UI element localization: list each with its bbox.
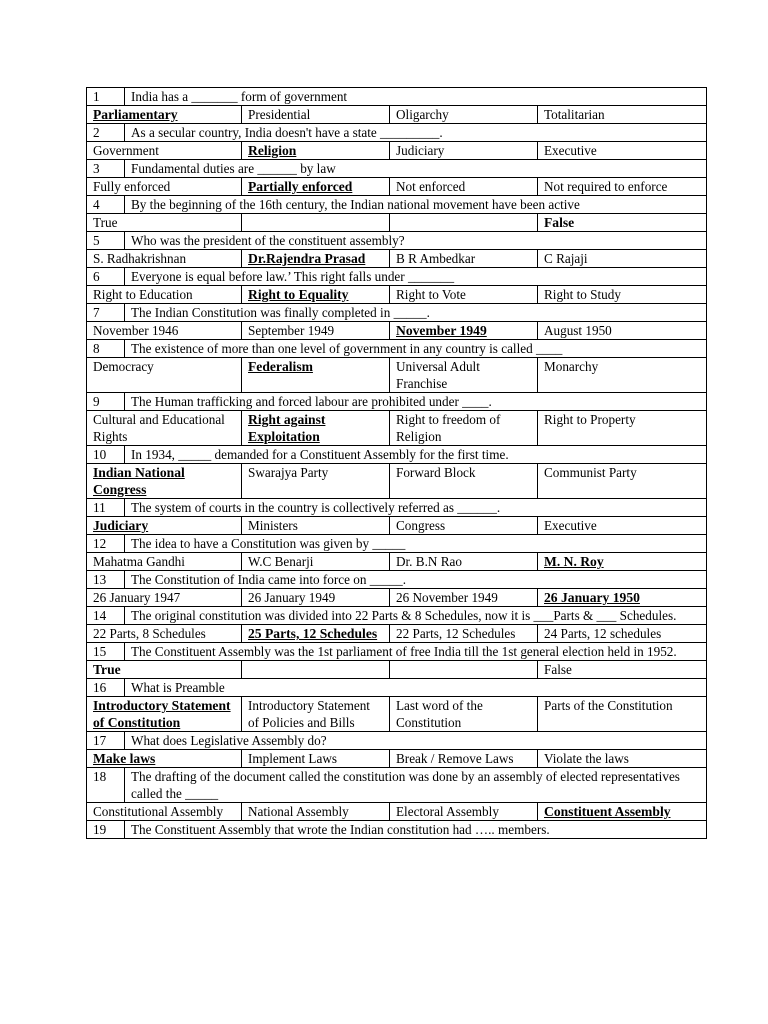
question-row: [87, 160, 707, 178]
correct-answer: November 1949: [396, 323, 487, 338]
option-cell: [242, 803, 390, 821]
option-cell: [538, 464, 707, 499]
option-cell: [390, 214, 538, 232]
option-cell: [87, 803, 242, 821]
question-row: [87, 643, 707, 661]
question-row: [87, 88, 707, 106]
option-cell: [242, 589, 390, 607]
option-cell: [390, 286, 538, 304]
correct-answer: Dr.Rajendra Prasad: [248, 251, 366, 266]
option-cell: [242, 411, 390, 446]
question-text: The Constitution of India came into force on _____.: [125, 571, 707, 589]
option-cell: [87, 553, 242, 571]
option-text: Break / Remove Laws: [396, 751, 514, 766]
option-text: Parts of the Constitution: [544, 698, 673, 713]
option-text: Judiciary: [396, 143, 445, 158]
question-text: In 1934, _____ demanded for a Constituent Assembly for the first time.: [125, 446, 707, 464]
option-cell: [538, 697, 707, 732]
option-cell: [538, 322, 707, 340]
question-row: [87, 446, 707, 464]
question-row: [87, 268, 707, 286]
options-row: [87, 214, 707, 232]
option-text: Dr. B.N Rao: [396, 554, 462, 569]
option-text: Presidential: [248, 107, 311, 122]
option-text: Oligarchy: [396, 107, 449, 122]
option-cell: [390, 322, 538, 340]
option-cell: [242, 250, 390, 268]
option-cell: [87, 214, 242, 232]
question-text: The drafting of the document called the constitution was done by an assembly of elected representatives called the _____: [125, 768, 707, 803]
option-cell: [390, 250, 538, 268]
question-text: The system of courts in the country is collectively referred as ______.: [125, 499, 707, 517]
option-cell: [538, 178, 707, 196]
option-text: 26 January 1947: [93, 590, 181, 605]
option-cell: [87, 286, 242, 304]
option-text: 22 Parts, 8 Schedules: [93, 626, 206, 641]
option-cell: [242, 661, 390, 679]
option-cell: [242, 106, 390, 124]
options-row: [87, 286, 707, 304]
question-row: [87, 196, 707, 214]
option-text: Ministers: [248, 518, 298, 533]
question-number: 5: [87, 232, 125, 250]
option-text: Right to freedom of Religion: [396, 412, 501, 444]
correct-answer: Federalism: [248, 359, 313, 374]
option-cell: [87, 411, 242, 446]
question-number: 17: [87, 732, 125, 750]
option-text: September 1949: [248, 323, 335, 338]
option-cell: [87, 250, 242, 268]
question-text: Everyone is equal before law.’ This right falls under _______: [125, 268, 707, 286]
question-number: 3: [87, 160, 125, 178]
correct-answer: 26 January 1950: [544, 590, 640, 605]
question-text: By the beginning of the 16th century, the Indian national movement have been active: [125, 196, 707, 214]
option-cell: [87, 750, 242, 768]
question-row: [87, 304, 707, 322]
question-row: [87, 571, 707, 589]
option-cell: [390, 411, 538, 446]
question-number: 12: [87, 535, 125, 553]
question-text: What does Legislative Assembly do?: [125, 732, 707, 750]
options-row: [87, 661, 707, 679]
question-row: [87, 535, 707, 553]
correct-answer: Right against Exploitation: [248, 412, 326, 444]
question-text: Who was the president of the constituent assembly?: [125, 232, 707, 250]
option-text: National Assembly: [248, 804, 349, 819]
option-cell: [242, 697, 390, 732]
option-cell: [87, 358, 242, 393]
question-text: India has a _______ form of government: [125, 88, 707, 106]
option-cell: [242, 625, 390, 643]
quiz-table: [86, 87, 707, 839]
option-text: Swarajya Party: [248, 465, 329, 480]
question-row: [87, 232, 707, 250]
option-text: Mahatma Gandhi: [93, 554, 185, 569]
option-cell: [242, 553, 390, 571]
correct-answer: Indian National Congress: [93, 465, 185, 497]
option-cell: [390, 358, 538, 393]
option-cell: [390, 553, 538, 571]
question-row: [87, 679, 707, 697]
option-cell: [242, 464, 390, 499]
option-text: Forward Block: [396, 465, 476, 480]
options-row: [87, 464, 707, 499]
option-cell: [87, 178, 242, 196]
option-cell: [390, 803, 538, 821]
option-cell: [87, 661, 242, 679]
option-text: False: [544, 662, 572, 677]
correct-answer: Right to Equality: [248, 287, 349, 302]
option-cell: [242, 214, 390, 232]
question-text: The Constituent Assembly that wrote the Indian constitution had ….. members.: [125, 821, 707, 839]
option-text: 26 November 1949: [396, 590, 498, 605]
option-text: S. Radhakrishnan: [93, 251, 187, 266]
correct-answer: Parliamentary: [93, 107, 178, 122]
question-row: [87, 124, 707, 142]
option-text: Monarchy: [544, 359, 599, 374]
question-number: 8: [87, 340, 125, 358]
option-text: 22 Parts, 12 Schedules: [396, 626, 516, 641]
option-text: Not required to enforce: [544, 179, 668, 194]
option-cell: [538, 286, 707, 304]
question-number: 13: [87, 571, 125, 589]
option-text: Right to Education: [93, 287, 193, 302]
option-cell: [87, 589, 242, 607]
question-number: 9: [87, 393, 125, 411]
option-text: Right to Study: [544, 287, 621, 302]
options-row: [87, 697, 707, 732]
option-cell: [87, 625, 242, 643]
option-cell: [390, 517, 538, 535]
option-cell: [87, 464, 242, 499]
option-text: Universal Adult Franchise: [396, 359, 480, 391]
question-text: The Constituent Assembly was the 1st parliament of free India till the 1st general election held in 1952.: [125, 643, 707, 661]
option-text: Fully enforced: [93, 179, 171, 194]
option-text: Constitutional Assembly: [93, 804, 224, 819]
option-text: Not enforced: [396, 179, 466, 194]
question-number: 18: [87, 768, 125, 803]
option-cell: [538, 625, 707, 643]
options-row: [87, 250, 707, 268]
option-text: W.C Benarji: [248, 554, 314, 569]
option-cell: [390, 697, 538, 732]
question-row: [87, 732, 707, 750]
option-text: Last word of the Constitution: [396, 698, 483, 730]
options-row: [87, 322, 707, 340]
option-text: Right to Property: [544, 412, 636, 427]
question-text: The idea to have a Constitution was given by _____: [125, 535, 707, 553]
question-number: 7: [87, 304, 125, 322]
quiz-table-body: [87, 88, 707, 839]
option-cell: [538, 411, 707, 446]
correct-answer: False: [544, 215, 575, 230]
question-text: As a secular country, India doesn't have a state _________.: [125, 124, 707, 142]
question-text: The original constitution was divided into 22 Parts & 8 Schedules, now it is ___Parts & ___ Schedules.: [125, 607, 707, 625]
question-row: [87, 821, 707, 839]
question-text: The existence of more than one level of government in any country is called ____: [125, 340, 707, 358]
options-row: [87, 750, 707, 768]
question-number: 1: [87, 88, 125, 106]
option-cell: [538, 803, 707, 821]
option-text: Implement Laws: [248, 751, 337, 766]
correct-answer: Introductory Statement of Constitution: [93, 698, 231, 730]
option-cell: [87, 517, 242, 535]
option-cell: [390, 142, 538, 160]
option-text: Electoral Assembly: [396, 804, 499, 819]
options-row: [87, 411, 707, 446]
options-row: [87, 142, 707, 160]
option-text: Totalitarian: [544, 107, 605, 122]
question-number: 2: [87, 124, 125, 142]
option-cell: [242, 750, 390, 768]
options-row: [87, 803, 707, 821]
option-cell: [390, 625, 538, 643]
question-number: 14: [87, 607, 125, 625]
option-cell: [390, 750, 538, 768]
option-cell: [538, 750, 707, 768]
correct-answer: Constituent Assembly: [544, 804, 671, 819]
correct-answer: Religion: [248, 143, 297, 158]
option-text: Violate the laws: [544, 751, 629, 766]
question-number: 15: [87, 643, 125, 661]
option-cell: [242, 286, 390, 304]
option-text: Executive: [544, 143, 597, 158]
option-cell: [538, 142, 707, 160]
option-cell: [538, 661, 707, 679]
option-text: 26 January 1949: [248, 590, 336, 605]
option-cell: [538, 214, 707, 232]
correct-answer: True: [93, 662, 121, 677]
option-text: Government: [93, 143, 159, 158]
option-cell: [538, 589, 707, 607]
option-text: True: [93, 215, 118, 230]
options-row: [87, 589, 707, 607]
option-text: Communist Party: [544, 465, 637, 480]
option-text: Democracy: [93, 359, 154, 374]
option-text: 24 Parts, 12 schedules: [544, 626, 662, 641]
options-row: [87, 358, 707, 393]
option-text: Cultural and Educational Rights: [93, 412, 225, 444]
option-cell: [87, 697, 242, 732]
question-number: 10: [87, 446, 125, 464]
quiz-table-container: [86, 87, 706, 839]
options-row: [87, 625, 707, 643]
option-cell: [242, 358, 390, 393]
question-text: What is Preamble: [125, 679, 707, 697]
option-text: Introductory Statement of Policies and Bills: [248, 698, 370, 730]
question-text: The Indian Constitution was finally completed in _____.: [125, 304, 707, 322]
option-cell: [390, 661, 538, 679]
question-row: [87, 768, 707, 803]
option-cell: [87, 322, 242, 340]
options-row: [87, 106, 707, 124]
option-cell: [390, 464, 538, 499]
option-text: Executive: [544, 518, 597, 533]
question-row: [87, 499, 707, 517]
question-row: [87, 393, 707, 411]
option-cell: [87, 142, 242, 160]
question-row: [87, 607, 707, 625]
option-cell: [538, 517, 707, 535]
question-number: 19: [87, 821, 125, 839]
question-row: [87, 340, 707, 358]
option-text: August 1950: [544, 323, 612, 338]
question-text: The Human trafficking and forced labour are prohibited under ____.: [125, 393, 707, 411]
question-number: 4: [87, 196, 125, 214]
question-number: 11: [87, 499, 125, 517]
option-cell: [390, 178, 538, 196]
option-cell: [390, 106, 538, 124]
option-cell: [538, 106, 707, 124]
correct-answer: Judiciary: [93, 518, 149, 533]
option-cell: [87, 106, 242, 124]
correct-answer: Partially enforced: [248, 179, 353, 194]
option-text: November 1946: [93, 323, 179, 338]
options-row: [87, 178, 707, 196]
option-text: B R Ambedkar: [396, 251, 476, 266]
option-text: Congress: [396, 518, 446, 533]
option-cell: [242, 517, 390, 535]
option-cell: [538, 553, 707, 571]
option-text: C Rajaji: [544, 251, 588, 266]
option-cell: [538, 250, 707, 268]
question-number: 6: [87, 268, 125, 286]
options-row: [87, 553, 707, 571]
option-text: Right to Vote: [396, 287, 466, 302]
option-cell: [242, 178, 390, 196]
option-cell: [242, 322, 390, 340]
option-cell: [538, 358, 707, 393]
option-cell: [242, 142, 390, 160]
correct-answer: Make laws: [93, 751, 156, 766]
correct-answer: M. N. Roy: [544, 554, 604, 569]
option-cell: [390, 589, 538, 607]
question-text: Fundamental duties are ______ by law: [125, 160, 707, 178]
correct-answer: 25 Parts, 12 Schedules: [248, 626, 378, 641]
question-number: 16: [87, 679, 125, 697]
options-row: [87, 517, 707, 535]
